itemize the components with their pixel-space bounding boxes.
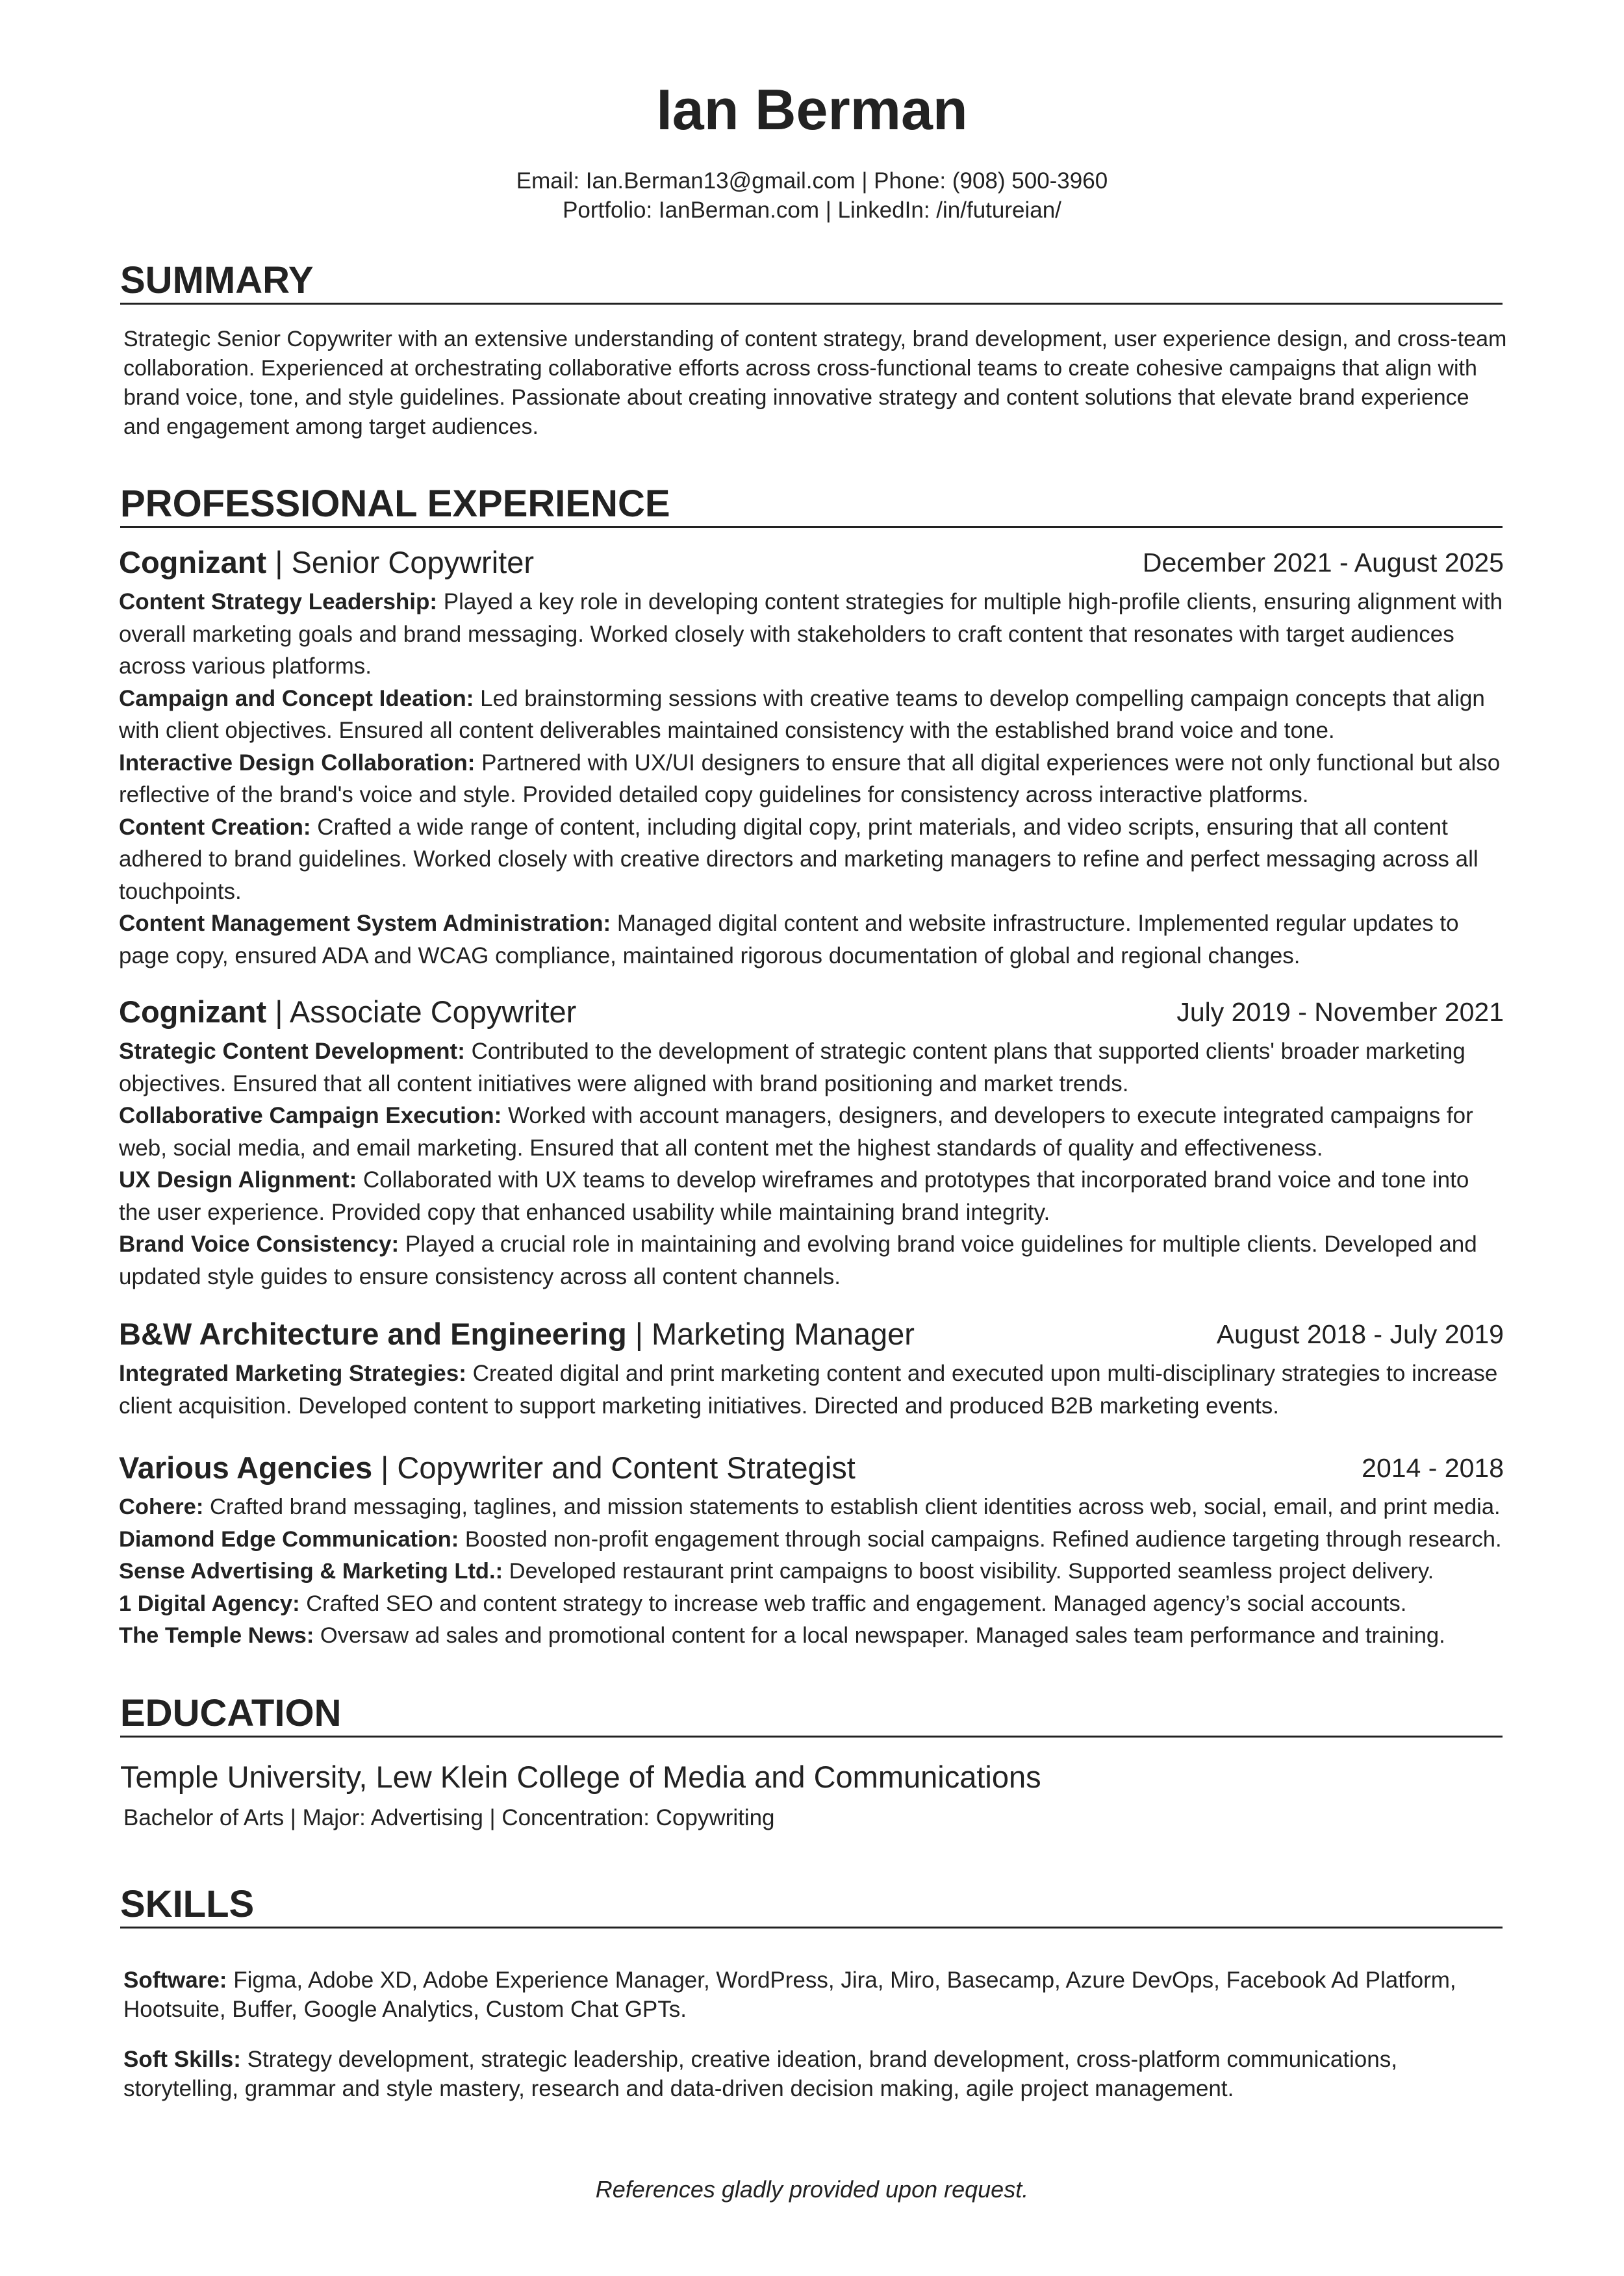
job-bullet <box>119 1035 1504 1100</box>
skills-software-label: Software: <box>123 1967 227 1993</box>
job-bullet <box>119 747 1504 811</box>
contact-info <box>0 166 1624 225</box>
references-note: References gladly provided upon request. <box>595 2176 1029 2203</box>
bullet-label: Diamond Edge Communication: <box>119 1526 459 1552</box>
job-bullet <box>119 1491 1504 1524</box>
bullet-text: Played a key role in developing content strategies for multiple high-profile clients, ensuring alignment with overall marketing goals and brand messaging. Worked closely with stakeholders to craft content that resonates with target audiences across various platforms. <box>119 589 1503 679</box>
bullet-text: Developed restaurant print campaigns to boost visibility. Supported seamless project delivery. <box>503 1559 1434 1584</box>
bullet-label: The Temple News: <box>119 1623 314 1648</box>
summary-text: Strategic Senior Copywriter with an extensive understanding of content strategy, brand development, user experience design, and cross-team collaboration. Experienced at orchestrating collaborative efforts across cross-functional teams to create cohesive campaigns that align with brand voice, tone, and style guidelines. Passionate about creating innovative strategy and content solutions that elevate brand experience and engagement among target audiences. <box>123 327 1507 439</box>
job-header <box>119 993 1504 1033</box>
bullet-text: Worked with account managers, designers, and developers to execute integrated campaigns for web, social media, and email marketing. Ensured that all content met the highest standards of quality and effectiveness. <box>119 1103 1473 1161</box>
bullet-label: Brand Voice Consistency: <box>119 1232 400 1257</box>
job-bullet <box>119 1556 1504 1588</box>
job-company: B&W Architecture and Engineering <box>119 1317 627 1351</box>
bullet-label: Integrated Marketing Strategies: <box>119 1361 466 1386</box>
job-title: | Senior Copywriter <box>266 545 534 579</box>
skills-software <box>123 1966 1507 2024</box>
bullet-label: UX Design Alignment: <box>119 1167 357 1193</box>
education-school: Temple University, Lew Klein College of Media and Communications <box>120 1760 1041 1794</box>
bullet-text: Collaborated with UX teams to develop wireframes and prototypes that incorporated brand voice and tone into the user experience. Provided copy that enhanced usability while maintaining brand integrity. <box>119 1167 1469 1225</box>
contact-line-portfolio-linkedin: Portfolio: IanBerman.com | LinkedIn: /in/futureian/ <box>563 197 1061 223</box>
job-entry <box>119 993 1504 1293</box>
job-company: Cognizant <box>119 994 267 1029</box>
job-bullet <box>119 1358 1504 1422</box>
job-dates: August 2018 - July 2019 <box>1216 1319 1504 1349</box>
job-bullet <box>119 907 1504 972</box>
bullet-label: Content Management System Administration: <box>119 911 611 936</box>
job-company: Various Agencies <box>119 1450 373 1485</box>
job-bullets <box>119 1491 1504 1652</box>
bullet-text: Created digital and print marketing content and executed upon multi-disciplinary strategies to increase client acquisition. Developed content to support marketing initiatives. Directed and produced B2B marketing events. <box>119 1361 1498 1419</box>
bullet-label: Sense Advertising & Marketing Ltd.: <box>119 1559 503 1584</box>
job-dates: December 2021 - August 2025 <box>1142 548 1504 577</box>
bullet-label: Interactive Design Collaboration: <box>119 750 476 776</box>
job-dates: July 2019 - November 2021 <box>1176 997 1504 1027</box>
bullet-text: Played a crucial role in maintaining and evolving brand voice guidelines for multiple clients. Developed and updated style guides to ensure consistency across all content channels. <box>119 1232 1477 1289</box>
job-bullet <box>119 811 1504 908</box>
skills-soft-text: Strategy development, strategic leadership, creative ideation, brand development, cross-platform communications, storytelling, grammar and style mastery, research and data-driven decision making, agile project management. <box>123 2047 1397 2101</box>
job-bullets <box>119 1035 1504 1293</box>
job-entry <box>119 1448 1504 1652</box>
bullet-label: Collaborative Campaign Execution: <box>119 1103 502 1128</box>
job-bullet <box>119 683 1504 747</box>
experience-heading: PROFESSIONAL EXPERIENCE <box>120 482 1503 528</box>
job-entry <box>119 1315 1504 1422</box>
skills-soft-label: Soft Skills: <box>123 2047 241 2072</box>
bullet-text: Crafted SEO and content strategy to increase web traffic and engagement. Managed agency’s social accounts. <box>299 1591 1407 1616</box>
job-header <box>119 1315 1504 1355</box>
job-title: | Copywriter and Content Strategist <box>372 1450 856 1485</box>
skills-soft <box>123 2045 1507 2103</box>
contact-line-email-phone: Email: Ian.Berman13@gmail.com | Phone: (908) 500-3960 <box>516 168 1108 194</box>
job-bullet <box>119 1620 1504 1652</box>
job-bullet <box>119 1524 1504 1556</box>
bullet-text: Crafted brand messaging, taglines, and mission statements to establish client identities across web, social, email, and print media. <box>203 1495 1501 1519</box>
bullet-text: Led brainstorming sessions with creative teams to develop compelling campaign concepts that align with client objectives. Ensured all content deliverables maintained consistency with the established brand voice and tone. <box>119 685 1485 743</box>
bullet-label: Campaign and Concept Ideation: <box>119 685 474 711</box>
job-title: | Marketing Manager <box>626 1317 915 1351</box>
bullet-text: Oversaw ad sales and promotional content for a local newspaper. Managed sales team performance and training. <box>314 1623 1445 1648</box>
bullet-text: Managed digital content and website infrastructure. Implemented regular updates to page copy, ensured ADA and WCAG compliance, maintained rigorous documentation of global and regional changes. <box>119 911 1459 968</box>
job-title: | Associate Copywriter <box>266 994 577 1029</box>
bullet-label: Cohere: <box>119 1495 204 1519</box>
job-header <box>119 543 1504 583</box>
bullet-text: Boosted non-profit engagement through social campaigns. Refined audience targeting through research. <box>459 1526 1502 1552</box>
job-entry <box>119 543 1504 972</box>
job-bullet <box>119 1164 1504 1228</box>
bullet-label: Strategic Content Development: <box>119 1039 465 1064</box>
bullet-label: Content Strategy Leadership: <box>119 589 438 614</box>
job-bullet <box>119 1100 1504 1164</box>
job-bullets <box>119 1358 1504 1422</box>
bullet-label: Content Creation: <box>119 814 311 840</box>
job-company: Cognizant <box>119 545 267 579</box>
education-heading: EDUCATION <box>120 1691 1503 1738</box>
candidate-name: Ian Berman <box>656 77 968 142</box>
bullet-text: Crafted a wide range of content, including digital copy, print materials, and video scripts, ensuring that all content adhered to brand guidelines. Worked closely with creative directors and marketing managers to refine and perfect messaging across all touchpoints. <box>119 814 1478 904</box>
job-bullet <box>119 1228 1504 1293</box>
bullet-text: Contributed to the development of strategic content plans that supported clients' broader marketing objectives. Ensured that all content initiatives were aligned with brand positioning and market trends. <box>119 1039 1465 1096</box>
skills-software-text: Figma, Adobe XD, Adobe Experience Manager, WordPress, Jira, Miro, Basecamp, Azure DevOps, Facebook Ad Platform, Hootsuite, Buffer, Google Analytics, Custom Chat GPTs. <box>123 1967 1456 2022</box>
summary-heading: SUMMARY <box>120 259 1503 305</box>
job-dates: 2014 - 2018 <box>1362 1453 1504 1483</box>
job-bullets <box>119 586 1504 972</box>
job-bullet <box>119 586 1504 683</box>
skills-heading: SKILLS <box>120 1882 1503 1928</box>
education-degree: Bachelor of Arts | Major: Advertising | Concentration: Copywriting <box>123 1805 775 1830</box>
job-bullet <box>119 1588 1504 1621</box>
bullet-label: 1 Digital Agency: <box>119 1591 300 1616</box>
job-header <box>119 1448 1504 1489</box>
bullet-text: Partnered with UX/UI designers to ensure that all digital experiences were not only functional but also reflective of the brand's voice and style. Provided detailed copy guidelines for consistency across interactive platforms. <box>119 750 1501 807</box>
